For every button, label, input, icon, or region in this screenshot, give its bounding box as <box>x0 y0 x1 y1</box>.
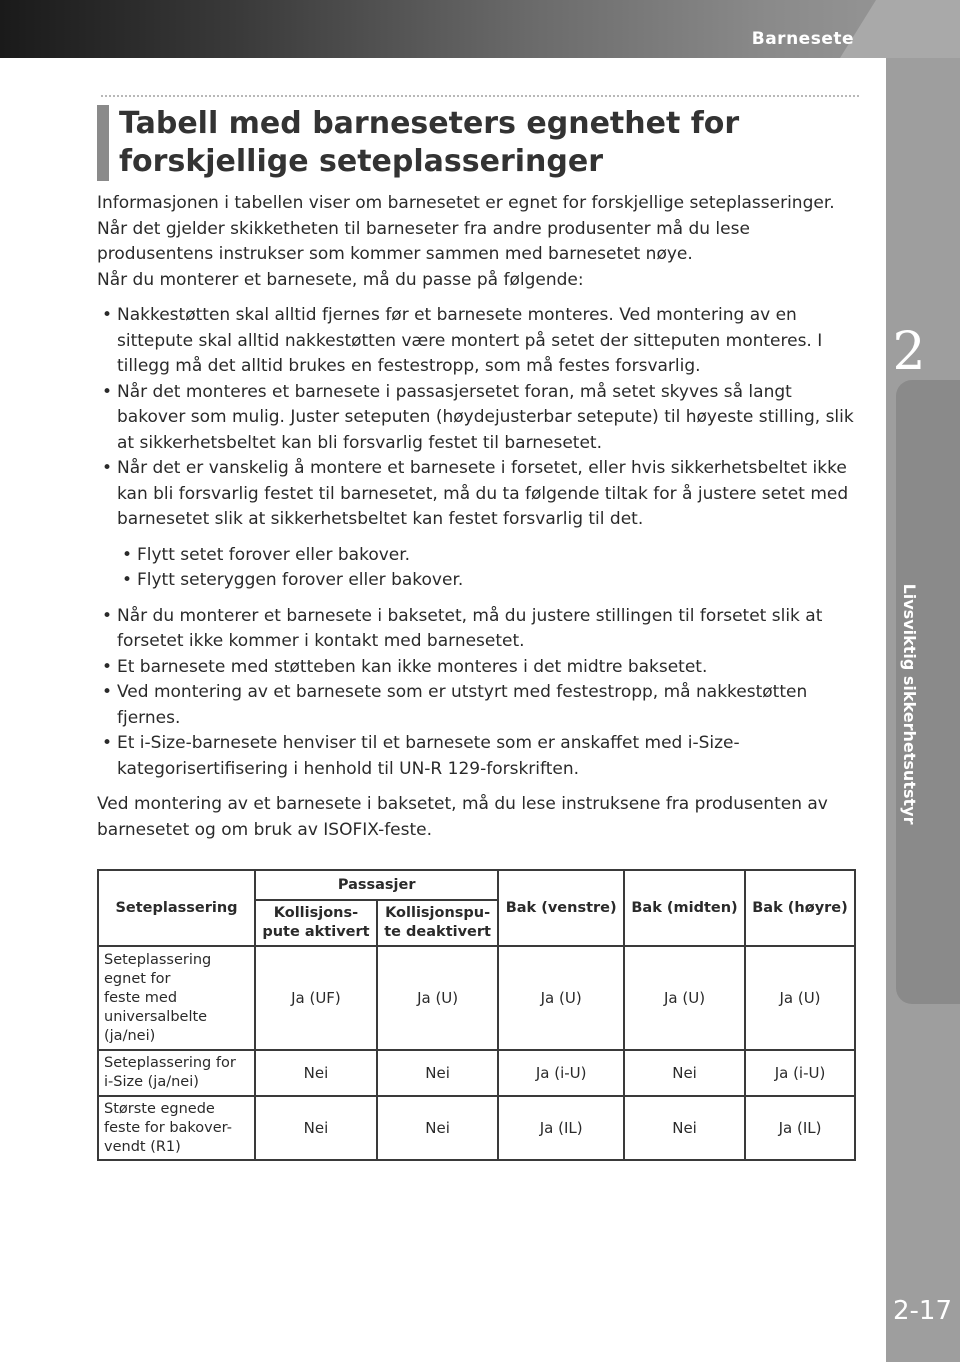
divider <box>101 95 859 97</box>
row-label: Seteplassering for i-Size (ja/nei) <box>98 1050 255 1096</box>
section-title: Barnesete <box>751 29 854 49</box>
list-item: • Når du monterer et barnesete i baksetet, må du justere stillingen til forsetet slik at forsetet ikke kommer i kontakt med barnesetet. <box>97 604 859 655</box>
suitability-table <box>97 869 856 1161</box>
table-cell: Ja (U) <box>498 946 624 1050</box>
page-title <box>97 105 859 181</box>
table-cell: Ja (U) <box>745 946 855 1050</box>
header-airbag-off: Kollisjonspu- te deaktivert <box>377 900 498 946</box>
chapter-number: 2 <box>892 322 926 382</box>
outro-paragraph: Ved montering av et barnesete i baksetet, må du lese instruksene fra produsenten av barnesetet og om bruk av ISOFIX-feste. <box>97 794 828 840</box>
page-title-line1: Tabell med barneseters egnethet for <box>119 106 740 141</box>
main-content <box>97 95 859 843</box>
table-cell: Nei <box>255 1050 377 1096</box>
intro-text-1: Informasjonen i tabellen viser om barnesetet er egnet for forskjellige seteplasseringer. Når det gjelder skikketheten til barneseter fra andre produsenter må du lese produsentens instrukser som kommer sammen med barnesetet nøye. <box>97 193 835 264</box>
header-rear-middle: Bak (midten) <box>624 870 745 946</box>
table-cell: Ja (i-U) <box>745 1050 855 1096</box>
table-cell: Ja (IL) <box>745 1096 855 1160</box>
table-cell: Nei <box>255 1096 377 1160</box>
row-label: Største egnede feste for bakover- vendt (R1) <box>98 1096 255 1160</box>
table-row <box>98 946 855 1050</box>
header-airbag-on: Kollisjons- pute aktivert <box>255 900 377 946</box>
list-item: • Ved montering av et barnesete som er utstyrt med festestropp, må nakkestøtten fjernes. <box>97 680 859 731</box>
intro-paragraph <box>97 191 859 293</box>
table-cell: Ja (IL) <box>498 1096 624 1160</box>
table-cell: Nei <box>377 1096 498 1160</box>
chapter-title: Livsviktig sikkerhetsutstyr <box>900 583 920 825</box>
table-row <box>98 1096 855 1160</box>
list-item: • Et i-Size-barnesete henviser til et barnesete som er anskaffet med i-Size-kategorisertifisering i henhold til UN-R 129-forskriften. <box>97 731 859 782</box>
list-item: • Nakkestøtten skal alltid fjernes før et barnesete monteres. Ved montering av en sittepute skal alltid nakkestøtten være montert på setet der sitteputen monteres. I tillegg må det alltid brukes en festestropp, som må festes forsvarlig. <box>97 303 859 380</box>
table-cell: Ja (UF) <box>255 946 377 1050</box>
table-cell: Nei <box>624 1096 745 1160</box>
table-row <box>98 1050 855 1096</box>
list-item: • Et barnesete med støtteben kan ikke monteres i det midtre baksetet. <box>97 655 859 681</box>
table-cell: Ja (i-U) <box>498 1050 624 1096</box>
header-seat: Seteplassering <box>98 870 255 946</box>
intro-text-2: Når du monterer et barnesete, må du passe på følgende: <box>97 269 584 290</box>
header-passenger: Passasjer <box>255 870 498 900</box>
header-rear-left: Bak (venstre) <box>498 870 624 946</box>
header-rear-right: Bak (høyre) <box>745 870 855 946</box>
precaution-list-a <box>97 303 859 533</box>
page-title-line2: forskjellige seteplasseringer <box>119 144 604 179</box>
list-item: • Når det er vanskelig å montere et barnesete i forsetet, eller hvis sikkerhetsbeltet ikke kan bli forsvarlig festet til barnesetet, må du ta følgende tiltak for å justere setet med barnesetet slik at sikkerhetsbeltet kan festet forsvarlig til det. <box>97 456 859 533</box>
list-item: • Flytt seteryggen forover eller bakover. <box>117 568 879 594</box>
row-label: Seteplassering egnet for feste med universalbelte (ja/nei) <box>98 946 255 1050</box>
sub-list <box>97 543 859 594</box>
table-cell: Ja (U) <box>377 946 498 1050</box>
table-cell: Nei <box>377 1050 498 1096</box>
page-number: 2-17 <box>892 1296 952 1326</box>
table-cell: Nei <box>624 1050 745 1096</box>
list-item: • Flytt setet forover eller bakover. <box>117 543 879 569</box>
list-item: • Når det monteres et barnesete i passasjersetet foran, må setet skyves så langt bakover som mulig. Juster seteputen (høydejusterbar setepute) til høyeste stilling, slik at sikkerhetsbeltet kan bli forsvarlig festet til barnesetet. <box>97 380 859 457</box>
table-cell: Ja (U) <box>624 946 745 1050</box>
precaution-list-b <box>97 604 859 783</box>
